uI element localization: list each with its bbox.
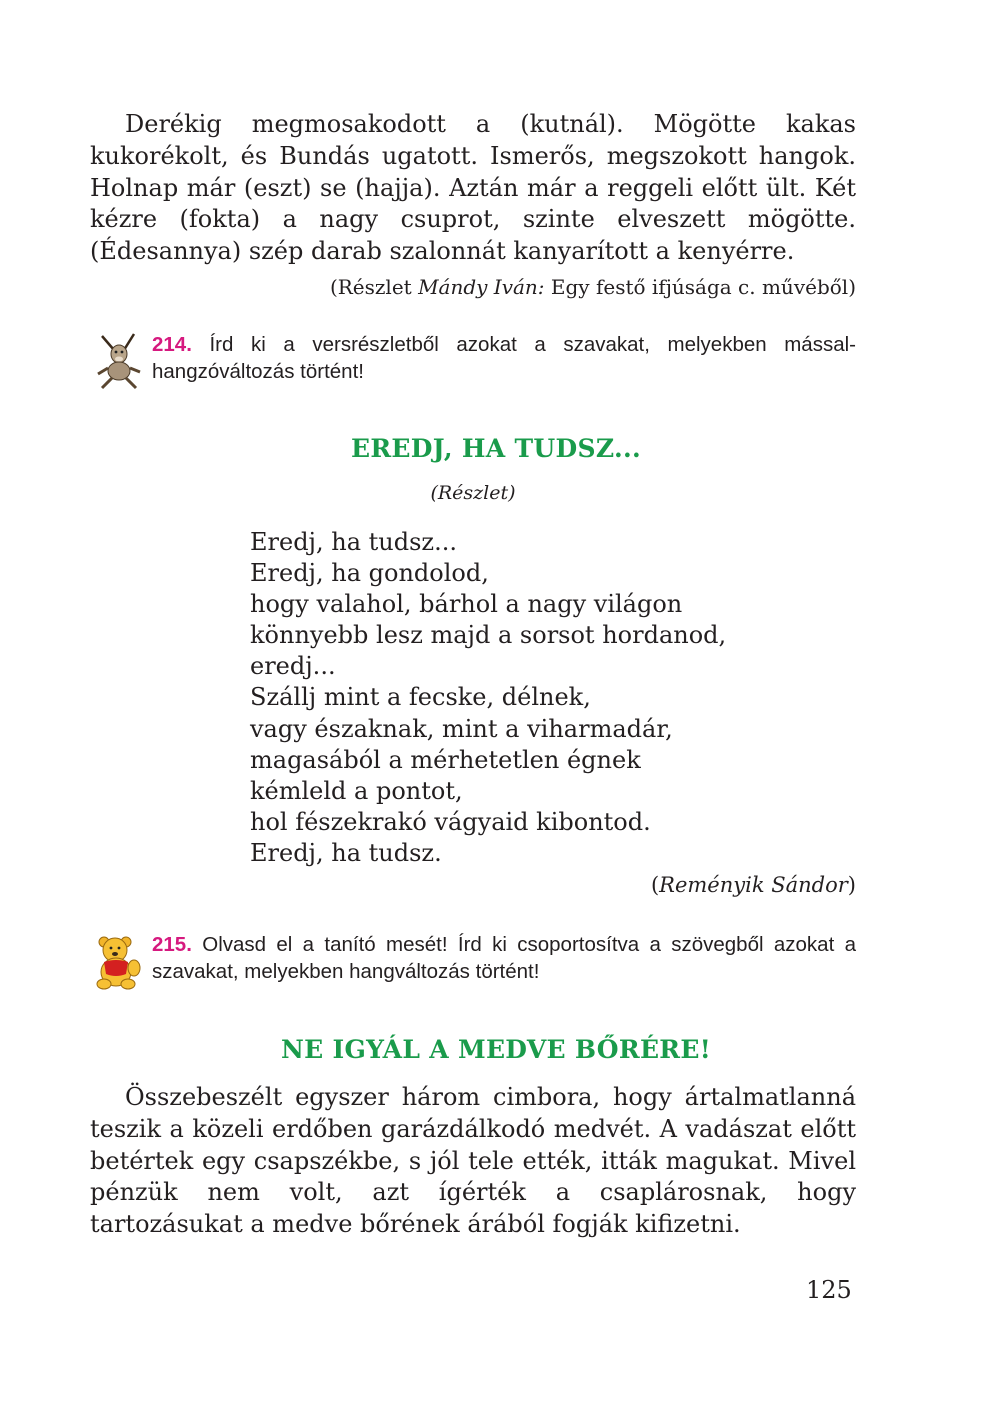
story-title: NE IGYÁL A MEDVE BŐRÉRE! [280, 1035, 711, 1064]
poem-line: könnyebb lesz majd a sorsot hordanod, [250, 621, 727, 650]
poem-line: magasából a mérhetetlen égnek [250, 745, 641, 774]
poem-body [250, 527, 726, 869]
source-author: Mándy Iván: [418, 275, 545, 299]
poem-line: Eredj, ha tudsz. [250, 838, 442, 867]
donkey-icon [90, 330, 148, 390]
page-number: 125 [806, 1276, 852, 1304]
source-prefix: (Részlet [329, 275, 419, 299]
task-215 [152, 931, 856, 985]
poem-author [651, 873, 856, 897]
source-suffix: Egy festő ifjúsága c. művéből) [544, 275, 856, 299]
poem-line: vagy északnak, mint a viharmadár, [250, 714, 673, 743]
poem-subtitle: (Részlet) [430, 482, 516, 504]
bear-icon [92, 932, 144, 990]
poem-line: Szállj mint a fecske, délnek, [250, 683, 591, 712]
author-name: Reményik Sándor [659, 873, 848, 897]
author-close: ) [847, 873, 856, 897]
intro-source [330, 275, 856, 299]
task-text: Írd ki a versrészletből azokat a szavakat, melyekben mássalhangzóváltozás történt! [152, 333, 856, 383]
poem-line: eredj... [250, 652, 336, 681]
poem-line: hol fészekrakó vágyaid kibontod. [250, 807, 651, 836]
story-paragraph: Összebeszélt egyszer három cimbora, hogy ártalmatlanná teszik a közeli erdőben garázdálkodó medvét. A vadászat előtt betértek egy csapszékbe, s jól tele ették, itták magukat. Mivel pénzük nem volt, azt ígérték a csaplárosnak, hogy tartozásukat a medve bőrének árából fogják kifizetni. [90, 1083, 856, 1239]
task-214 [152, 331, 856, 385]
task-text: Olvasd el a tanító mesét! Írd ki csoportosítva a szövegből azokat a szavakat, melyekben hangváltozás történt! [152, 933, 857, 983]
poem-title: EREDJ, HA TUDSZ... [351, 434, 641, 463]
poem-line: kémleld a pontot, [250, 776, 463, 805]
task-number: 215. [152, 933, 192, 956]
poem-line: hogy valahol, bárhol a nagy világon [250, 590, 683, 619]
poem-line: Eredj, ha gondolod, [250, 559, 489, 588]
intro-paragraph: Derékig megmosakodott a (kutnál). Mögötte kakas kukorékolt, és Bundás ugatott. Ismerős, megszokott hangok. Holnap már (eszt) se (hajja). Aztán már a reggeli előtt ült. Két kézre (fokta) a nagy csuprot, szinte elveszett mögötte. (Édesannya) szép darab szalonnát kanyarított a kenyérre. [90, 110, 856, 266]
task-number: 214. [152, 333, 192, 356]
author-open: ( [650, 873, 660, 897]
poem-line: Eredj, ha tudsz... [250, 528, 457, 556]
